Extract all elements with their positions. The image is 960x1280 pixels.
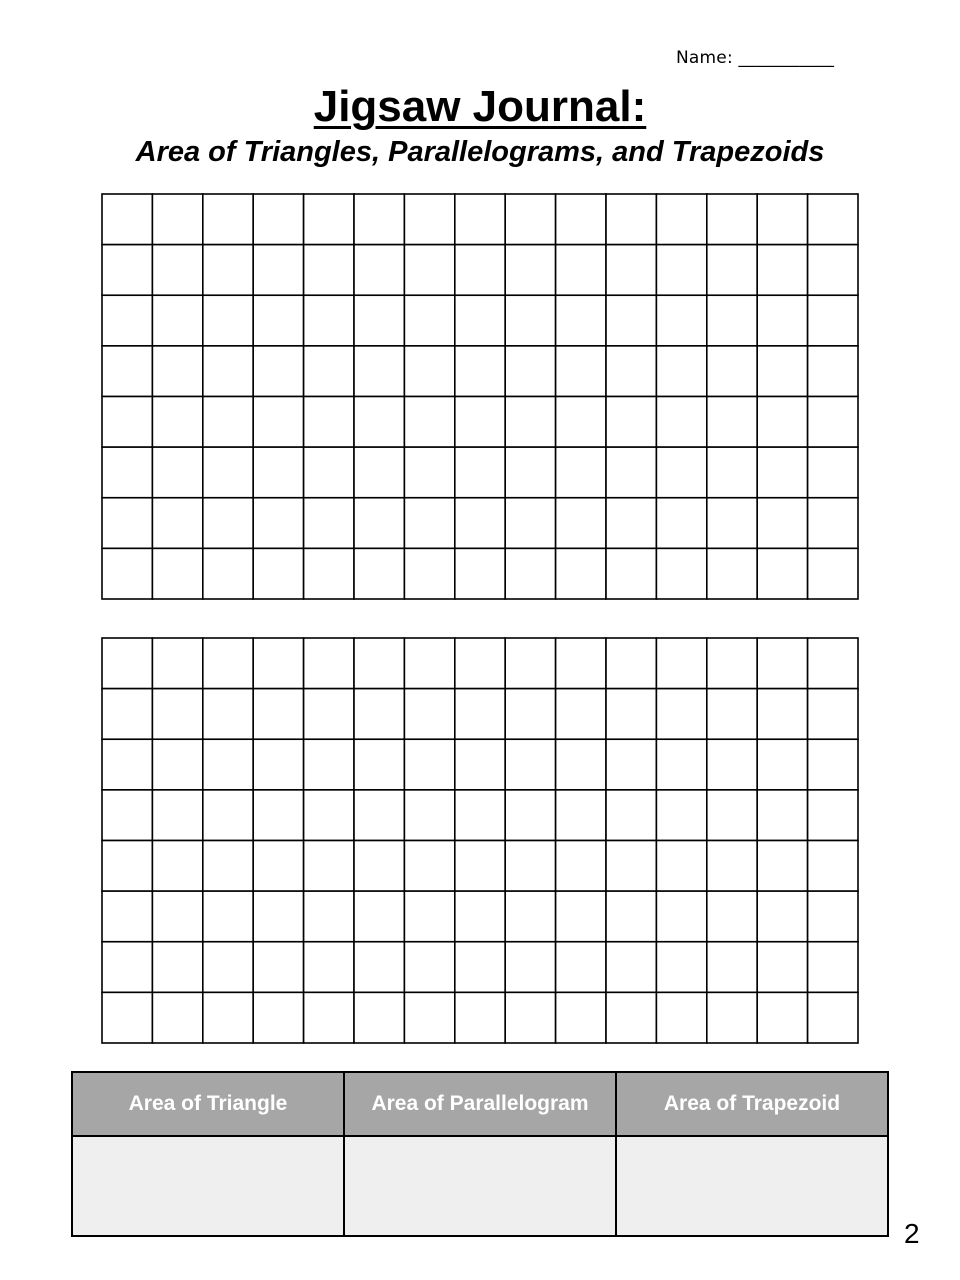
grid-cell[interactable] [606, 295, 656, 346]
grid-cell[interactable] [404, 638, 454, 689]
area-of-triangle-answer-cell[interactable] [72, 1136, 344, 1236]
grid-cell[interactable] [253, 992, 303, 1043]
grid-cell[interactable] [152, 841, 202, 892]
grid-cell[interactable] [304, 942, 354, 993]
grid-cell[interactable] [606, 689, 656, 740]
grid-cell[interactable] [606, 841, 656, 892]
grid-cell[interactable] [656, 245, 706, 296]
grid-cell[interactable] [304, 548, 354, 599]
grid-cell[interactable] [656, 548, 706, 599]
graph-paper-grid-top[interactable] [101, 193, 859, 600]
grid-cell[interactable] [808, 498, 858, 549]
grid-cell[interactable] [152, 397, 202, 448]
grid-cell[interactable] [152, 739, 202, 790]
grid-cell[interactable] [304, 447, 354, 498]
grid-cell[interactable] [203, 397, 253, 448]
grid-cell[interactable] [707, 245, 757, 296]
grid-cell[interactable] [757, 638, 807, 689]
grid-cell[interactable] [253, 397, 303, 448]
grid-cell[interactable] [656, 498, 706, 549]
grid-cell[interactable] [757, 689, 807, 740]
grid-cell[interactable] [707, 548, 757, 599]
grid-cell[interactable] [203, 992, 253, 1043]
grid-cell[interactable] [656, 942, 706, 993]
grid-cell[interactable] [203, 841, 253, 892]
grid-cell[interactable] [606, 346, 656, 397]
grid-svg [101, 637, 859, 1044]
name-field-label: Name: ___________ [676, 48, 835, 68]
grid-cell[interactable] [203, 942, 253, 993]
grid-cell[interactable] [354, 498, 404, 549]
grid-cell[interactable] [404, 245, 454, 296]
grid-cell[interactable] [102, 194, 152, 245]
grid-cell[interactable] [253, 194, 303, 245]
grid-cell[interactable] [102, 346, 152, 397]
grid-cell[interactable] [404, 548, 454, 599]
grid-cell[interactable] [455, 397, 505, 448]
grid-cell[interactable] [757, 992, 807, 1043]
grid-cell[interactable] [304, 739, 354, 790]
grid-cell[interactable] [253, 942, 303, 993]
grid-cell[interactable] [606, 739, 656, 790]
grid-cell[interactable] [152, 245, 202, 296]
grid-cell[interactable] [102, 891, 152, 942]
grid-cell[interactable] [505, 548, 555, 599]
grid-cell[interactable] [404, 194, 454, 245]
grid-cell[interactable] [354, 194, 404, 245]
grid-cell[interactable] [505, 397, 555, 448]
grid-cell[interactable] [253, 245, 303, 296]
grid-cell[interactable] [455, 498, 505, 549]
grid-cell[interactable] [152, 295, 202, 346]
grid-cell[interactable] [808, 790, 858, 841]
grid-cell[interactable] [606, 194, 656, 245]
grid-cell[interactable] [404, 397, 454, 448]
grid-cell[interactable] [253, 447, 303, 498]
grid-cell[interactable] [808, 891, 858, 942]
grid-cell[interactable] [253, 548, 303, 599]
grid-cell[interactable] [152, 548, 202, 599]
grid-cell[interactable] [606, 638, 656, 689]
grid-cell[interactable] [455, 245, 505, 296]
grid-cell[interactable] [253, 739, 303, 790]
grid-cell[interactable] [707, 942, 757, 993]
area-of-trapezoid-header: Area of Trapezoid [616, 1072, 888, 1136]
grid-cell[interactable] [203, 295, 253, 346]
grid-cell[interactable] [808, 447, 858, 498]
grid-cell[interactable] [808, 992, 858, 1043]
grid-cell[interactable] [656, 638, 706, 689]
grid-cell[interactable] [455, 992, 505, 1043]
grid-cell[interactable] [656, 992, 706, 1043]
grid-cell[interactable] [304, 891, 354, 942]
grid-cell[interactable] [556, 739, 606, 790]
grid-cell[interactable] [707, 447, 757, 498]
grid-cell[interactable] [757, 548, 807, 599]
area-table-answer-row [72, 1136, 888, 1236]
grid-cell[interactable] [354, 346, 404, 397]
grid-cell[interactable] [455, 841, 505, 892]
grid-cell[interactable] [152, 689, 202, 740]
grid-cell[interactable] [354, 638, 404, 689]
grid-cell[interactable] [707, 346, 757, 397]
grid-cell[interactable] [606, 942, 656, 993]
grid-cell[interactable] [505, 295, 555, 346]
grid-cell[interactable] [455, 548, 505, 599]
grid-cell[interactable] [404, 891, 454, 942]
grid-cell[interactable] [404, 498, 454, 549]
grid-cell[interactable] [455, 295, 505, 346]
grid-cell[interactable] [203, 739, 253, 790]
grid-cell[interactable] [102, 942, 152, 993]
grid-cell[interactable] [757, 790, 807, 841]
area-of-triangle-header: Area of Triangle [72, 1072, 344, 1136]
grid-cell[interactable] [203, 245, 253, 296]
grid-cell[interactable] [354, 739, 404, 790]
grid-cell[interactable] [203, 548, 253, 599]
grid-cell[interactable] [455, 891, 505, 942]
grid-cell[interactable] [505, 739, 555, 790]
grid-cell[interactable] [203, 447, 253, 498]
grid-cell[interactable] [556, 295, 606, 346]
grid-cell[interactable] [152, 992, 202, 1043]
grid-cell[interactable] [354, 397, 404, 448]
grid-cell[interactable] [455, 739, 505, 790]
grid-cell[interactable] [304, 346, 354, 397]
grid-cell[interactable] [455, 447, 505, 498]
grid-cell[interactable] [656, 346, 706, 397]
grid-cell[interactable] [152, 790, 202, 841]
grid-cell[interactable] [707, 992, 757, 1043]
grid-cell[interactable] [707, 739, 757, 790]
grid-cell[interactable] [354, 942, 404, 993]
grid-cell[interactable] [656, 891, 706, 942]
grid-cell[interactable] [505, 245, 555, 296]
grid-cell[interactable] [404, 346, 454, 397]
grid-cell[interactable] [505, 841, 555, 892]
grid-cell[interactable] [606, 790, 656, 841]
grid-cell[interactable] [354, 245, 404, 296]
grid-cell[interactable] [102, 841, 152, 892]
grid-cell[interactable] [606, 397, 656, 448]
grid-cell[interactable] [556, 498, 606, 549]
grid-cell[interactable] [404, 447, 454, 498]
grid-cell[interactable] [505, 942, 555, 993]
grid-cell[interactable] [152, 891, 202, 942]
grid-cell[interactable] [707, 397, 757, 448]
grid-cell[interactable] [304, 194, 354, 245]
grid-cell[interactable] [102, 295, 152, 346]
grid-cell[interactable] [556, 548, 606, 599]
grid-cell[interactable] [505, 689, 555, 740]
grid-cell[interactable] [808, 548, 858, 599]
grid-cell[interactable] [203, 346, 253, 397]
grid-cell[interactable] [556, 841, 606, 892]
grid-cell[interactable] [102, 498, 152, 549]
grid-cell[interactable] [102, 739, 152, 790]
grid-cell[interactable] [656, 194, 706, 245]
grid-cell[interactable] [253, 346, 303, 397]
grid-cell[interactable] [808, 346, 858, 397]
grid-cell[interactable] [152, 942, 202, 993]
grid-cell[interactable] [203, 689, 253, 740]
grid-cell[interactable] [354, 295, 404, 346]
grid-cell[interactable] [404, 942, 454, 993]
grid-cell[interactable] [556, 891, 606, 942]
grid-cell[interactable] [455, 790, 505, 841]
grid-cell[interactable] [102, 548, 152, 599]
grid-cell[interactable] [304, 638, 354, 689]
grid-cell[interactable] [757, 891, 807, 942]
grid-cell[interactable] [455, 194, 505, 245]
grid-cell[interactable] [808, 638, 858, 689]
grid-cell[interactable] [505, 638, 555, 689]
grid-cell[interactable] [404, 295, 454, 346]
grid-cell[interactable] [152, 498, 202, 549]
grid-cell[interactable] [707, 295, 757, 346]
grid-cell[interactable] [808, 942, 858, 993]
grid-cell[interactable] [606, 447, 656, 498]
grid-cell[interactable] [304, 295, 354, 346]
grid-cell[interactable] [707, 194, 757, 245]
grid-cell[interactable] [707, 891, 757, 942]
grid-cell[interactable] [102, 790, 152, 841]
grid-cell[interactable] [757, 942, 807, 993]
grid-cell[interactable] [505, 891, 555, 942]
grid-cell[interactable] [102, 447, 152, 498]
grid-cell[interactable] [606, 245, 656, 296]
grid-cell[interactable] [757, 739, 807, 790]
grid-cell[interactable] [102, 397, 152, 448]
grid-cell[interactable] [556, 992, 606, 1043]
grid-cell[interactable] [808, 689, 858, 740]
grid-cell[interactable] [656, 447, 706, 498]
grid-cell[interactable] [354, 447, 404, 498]
grid-cell[interactable] [808, 841, 858, 892]
grid-cell[interactable] [354, 841, 404, 892]
grid-cell[interactable] [304, 992, 354, 1043]
grid-cell[interactable] [253, 891, 303, 942]
grid-cell[interactable] [203, 790, 253, 841]
grid-cell[interactable] [304, 841, 354, 892]
grid-cell[interactable] [757, 498, 807, 549]
grid-cell[interactable] [253, 498, 303, 549]
grid-cell[interactable] [707, 638, 757, 689]
grid-cell[interactable] [656, 739, 706, 790]
grid-cell[interactable] [656, 841, 706, 892]
grid-cell[interactable] [404, 790, 454, 841]
grid-cell[interactable] [656, 790, 706, 841]
grid-cell[interactable] [455, 942, 505, 993]
grid-cell[interactable] [556, 638, 606, 689]
grid-cell[interactable] [556, 245, 606, 296]
grid-cell[interactable] [808, 245, 858, 296]
grid-cell[interactable] [505, 194, 555, 245]
grid-cell[interactable] [404, 841, 454, 892]
area-of-parallelogram-answer-cell[interactable] [344, 1136, 616, 1236]
grid-cell[interactable] [152, 447, 202, 498]
grid-cell[interactable] [102, 992, 152, 1043]
grid-cell[interactable] [707, 689, 757, 740]
grid-cell[interactable] [404, 689, 454, 740]
grid-cell[interactable] [253, 689, 303, 740]
grid-cell[interactable] [606, 992, 656, 1043]
page-number: 2 [904, 1218, 920, 1249]
grid-svg [101, 193, 859, 600]
grid-cell[interactable] [304, 790, 354, 841]
grid-cell[interactable] [354, 891, 404, 942]
grid-cell[interactable] [556, 790, 606, 841]
grid-cell[interactable] [404, 992, 454, 1043]
grid-cell[interactable] [656, 295, 706, 346]
grid-cell[interactable] [757, 295, 807, 346]
grid-cell[interactable] [152, 638, 202, 689]
grid-cell[interactable] [808, 295, 858, 346]
grid-cell[interactable] [606, 498, 656, 549]
grid-cell[interactable] [505, 790, 555, 841]
grid-cell[interactable] [354, 790, 404, 841]
grid-cell[interactable] [656, 397, 706, 448]
grid-cell[interactable] [203, 891, 253, 942]
grid-cell[interactable] [757, 346, 807, 397]
area-of-trapezoid-answer-cell[interactable] [616, 1136, 888, 1236]
graph-paper-grid-bottom[interactable] [101, 637, 859, 1044]
grid-cell[interactable] [203, 638, 253, 689]
page-subtitle: Area of Triangles, Parallelograms, and Trapezoids [135, 136, 825, 168]
grid-cell[interactable] [455, 346, 505, 397]
grid-cell[interactable] [354, 992, 404, 1043]
grid-cell[interactable] [152, 194, 202, 245]
grid-cell[interactable] [304, 245, 354, 296]
grid-cell[interactable] [606, 548, 656, 599]
grid-cell[interactable] [253, 841, 303, 892]
grid-cell[interactable] [707, 841, 757, 892]
grid-cell[interactable] [808, 397, 858, 448]
grid-cell[interactable] [253, 638, 303, 689]
grid-cell[interactable] [354, 689, 404, 740]
grid-cell[interactable] [556, 194, 606, 245]
grid-cell[interactable] [606, 891, 656, 942]
grid-cell[interactable] [253, 790, 303, 841]
grid-cell[interactable] [203, 194, 253, 245]
grid-cell[interactable] [455, 638, 505, 689]
grid-cell[interactable] [505, 992, 555, 1043]
grid-cell[interactable] [707, 498, 757, 549]
area-table-header-row [72, 1072, 888, 1136]
grid-cell[interactable] [505, 498, 555, 549]
area-of-parallelogram-header: Area of Parallelogram [344, 1072, 616, 1136]
grid-cell[interactable] [354, 548, 404, 599]
grid-cell[interactable] [757, 447, 807, 498]
grid-cell[interactable] [102, 689, 152, 740]
area-table [71, 1071, 889, 1237]
grid-cell[interactable] [505, 346, 555, 397]
grid-cell[interactable] [757, 245, 807, 296]
grid-cell[interactable] [757, 194, 807, 245]
grid-cell[interactable] [102, 638, 152, 689]
grid-cell[interactable] [556, 942, 606, 993]
grid-cell[interactable] [707, 790, 757, 841]
grid-cell[interactable] [808, 739, 858, 790]
grid-cell[interactable] [253, 295, 303, 346]
grid-cell[interactable] [556, 397, 606, 448]
page-title: Jigsaw Journal: [313, 82, 647, 131]
grid-cell[interactable] [757, 841, 807, 892]
grid-cell[interactable] [404, 739, 454, 790]
grid-cell[interactable] [808, 194, 858, 245]
grid-cell[interactable] [203, 498, 253, 549]
grid-cell[interactable] [757, 397, 807, 448]
grid-cell[interactable] [152, 346, 202, 397]
grid-cell[interactable] [556, 447, 606, 498]
grid-cell[interactable] [102, 245, 152, 296]
grid-cell[interactable] [556, 346, 606, 397]
grid-cell[interactable] [556, 689, 606, 740]
grid-cell[interactable] [656, 689, 706, 740]
grid-cell[interactable] [505, 447, 555, 498]
grid-cell[interactable] [304, 498, 354, 549]
grid-cell[interactable] [455, 689, 505, 740]
grid-cell[interactable] [304, 397, 354, 448]
grid-cell[interactable] [304, 689, 354, 740]
